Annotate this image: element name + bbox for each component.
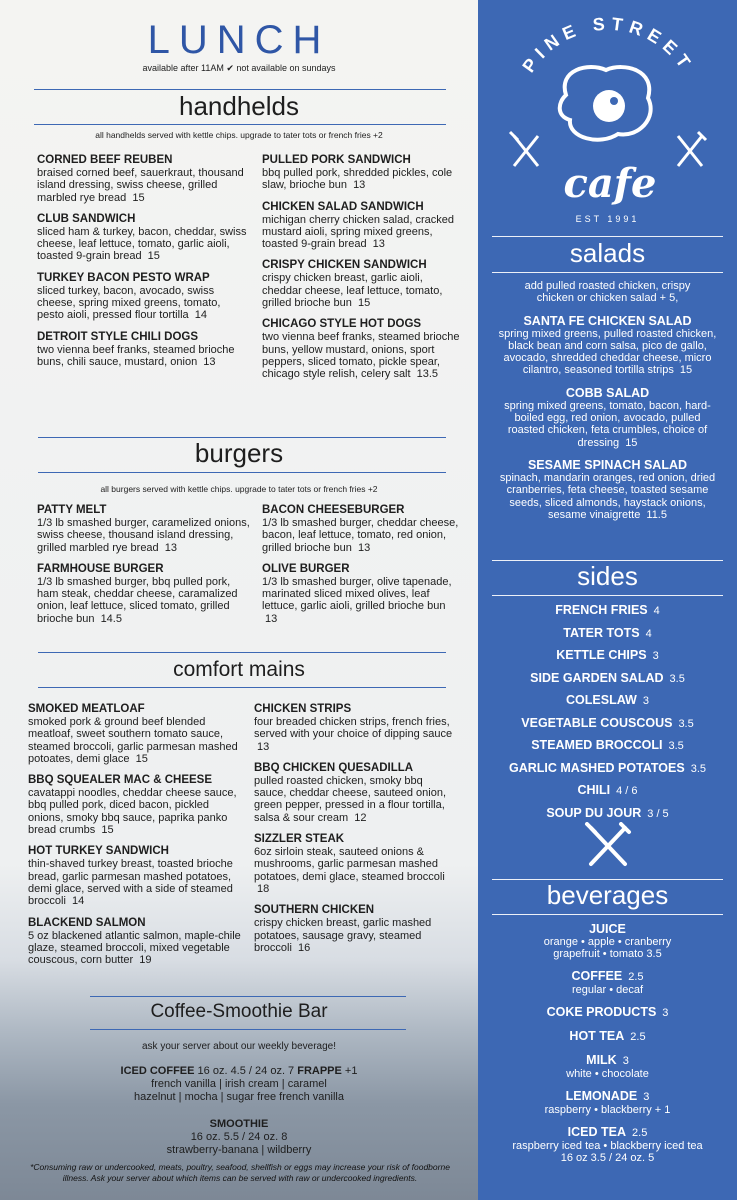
logo: [478, 0, 737, 235]
item-desc: sliced ham & turkey, bacon, cheddar, swiss cheese, leaf lettuce, tomato, garlic aioli, toasted 9-grain bread: [37, 225, 247, 263]
item-desc: raspberry iced tea • blackberry iced tea: [512, 1140, 703, 1152]
item-desc: spring mixed greens, pulled roasted chicken, black bean and corn salsa, pico de gallo, avocado, shredded cheddar cheese, micro cilantro, seasoned tortilla strips: [498, 327, 717, 377]
item-name: CHILI: [577, 783, 611, 797]
list-item: [478, 600, 737, 623]
item-name: CLUB SANDWICH: [37, 212, 136, 225]
item-desc: orange • apple • cranberry: [543, 936, 672, 948]
item-price: 2.5: [628, 971, 644, 983]
item-price: 3: [643, 1091, 650, 1103]
item-price: 14: [194, 309, 207, 322]
section-title-comfort-mains: comfort mains: [173, 658, 305, 681]
item-price: 18: [257, 882, 270, 895]
list-item: [490, 922, 725, 960]
item-name: FARMHOUSE BURGER: [37, 562, 164, 575]
item-name: CORNED BEEF REUBEN: [37, 154, 173, 166]
burgers-left-column: [37, 504, 251, 634]
item-price: 15: [357, 297, 371, 310]
fried-egg-icon: [560, 67, 651, 140]
salads-list: [490, 280, 725, 521]
item-desc: spring mixed greens, tomato, bacon, hard-boiled egg, red onion, avocado, pulled roasted chicken, feta crumbles, choice of dressing: [504, 399, 711, 449]
menu-item: [262, 201, 462, 251]
divider: [492, 914, 723, 915]
handhelds-note: all handhelds served with kettle chips. upgrade to tater tots or french fries +2: [95, 130, 383, 140]
item-desc: pulled roasted chicken, smoky bbq sauce, cheddar cheese, sauteed onion, green pepper, pressed in a flour tortilla, salsa & sour cream: [254, 774, 447, 824]
lunch-availability: available after 11AM ✔ not available on sundays: [142, 63, 336, 73]
menu-item: [37, 563, 251, 625]
item-price: 13: [257, 740, 270, 753]
item-name: COLESLAW: [566, 693, 637, 707]
item-name: SANTA FE CHICKEN SALAD: [523, 313, 692, 328]
menu-item: [490, 314, 725, 377]
item-price: 13: [357, 541, 371, 554]
item-price: 3.5: [678, 717, 694, 730]
item-name: COKE PRODUCTS: [546, 1005, 657, 1019]
item-name: HOT TURKEY SANDWICH: [28, 845, 169, 858]
item-desc: sliced turkey, bacon, avocado, swiss cheese, spring mixed greens, tomato, pesto aioli, pressed flour tortilla: [37, 284, 221, 322]
flavors-line-2: hazelnut | mocha | sugar free french vanilla: [134, 1091, 344, 1103]
established-year: EST 1991: [575, 214, 640, 224]
item-price: 13: [164, 541, 177, 554]
section-title-handhelds: handhelds: [179, 91, 299, 121]
item-price: 3 / 5: [647, 807, 669, 820]
menu-item: [28, 774, 246, 836]
item-desc: crispy chicken breast, garlic aioli, cheddar cheese, leaf lettuce, tomato, grilled brioche bun: [262, 272, 443, 310]
crossed-fork-knife-icon: [583, 822, 633, 870]
item-desc: four breaded chicken strips, french fries, served with your choice of dipping sauce: [254, 716, 453, 741]
section-title-sides: sides: [577, 561, 638, 591]
item-desc: crispy chicken breast, garlic mashed potatoes, sausage gravy, steamed broccoli: [254, 917, 432, 954]
item-price: 4: [645, 627, 652, 640]
item-name: GARLIC MASHED POTATOES: [509, 760, 685, 775]
menu-item: [490, 458, 725, 521]
list-item: [478, 645, 737, 668]
beverages-list: [490, 922, 725, 1173]
menu-item: [262, 504, 462, 554]
item-name: TURKEY BACON PESTO WRAP: [37, 271, 210, 284]
item-price: 15: [679, 364, 693, 377]
divider: [492, 272, 723, 273]
item-desc: bbq pulled pork, shredded pickles, cole slaw, brioche bun: [262, 167, 453, 192]
item-desc: two vienna beef franks, steamed brioche buns, yellow mustard, onions, sport peppers, sliced tomato, pickle spear, chicago style relish, celery salt: [262, 331, 460, 381]
item-price: 13: [353, 179, 366, 192]
smoothie-flavors: strawberry-banana | wildberry: [166, 1144, 312, 1156]
item-name: HOT TEA: [569, 1029, 625, 1043]
item-desc: 1/3 lb smashed burger, olive tapenade, marinated sliced mixed olives, leaf lettuce, garlic aioli, grilled brioche bun: [262, 575, 452, 613]
item-name: KETTLE CHIPS: [556, 648, 647, 662]
item-price: 3.5: [668, 740, 684, 752]
item-name: MILK: [586, 1053, 617, 1067]
divider: [34, 89, 446, 90]
menu-item: [37, 213, 247, 263]
item-desc: cavatappi noodles, cheddar cheese sauce, bbq pulled pork, diced bacon, pickled onions, smoky bbq sauce, paprika panko bread crumbs: [28, 787, 237, 837]
item-price: 2.5: [630, 1031, 646, 1043]
menu-item: [254, 833, 454, 895]
section-title-coffee-bar: Coffee-Smoothie Bar: [150, 1001, 328, 1022]
item-price: 13.5: [416, 368, 439, 381]
menu-item: [28, 917, 246, 967]
food-safety-disclaimer: *Consuming raw or undercooked, meats, poultry, seafood, shellfish or eggs may increase your risk of foodborne illness. Ask your server about which items can be served with raw or undercooked ingredients.: [30, 1162, 450, 1183]
section-title-salads: salads: [569, 238, 646, 268]
divider: [90, 1029, 406, 1030]
item-desc: 1/3 lb smashed burger, caramelized onions, swiss cheese, thousand island dressing, grilled marbled rye bread: [37, 517, 250, 554]
item-name: CRISPY CHICKEN SANDWICH: [262, 259, 427, 272]
item-price: 15: [135, 752, 148, 765]
item-desc: michigan cherry chicken salad, cracked mustard aioli, spring mixed greens, toasted 9-grain bread: [262, 213, 454, 251]
item-price: 3: [642, 695, 649, 707]
item-name: PATTY MELT: [37, 504, 107, 516]
item-name: CHICAGO STYLE HOT DOGS: [262, 318, 422, 331]
logo-wordmark: PINE STREET: [518, 13, 698, 77]
list-item: [490, 1125, 725, 1164]
list-item: [490, 1053, 725, 1080]
menu-item: [262, 563, 462, 625]
item-name: DETROIT STYLE CHILI DOGS: [37, 330, 199, 343]
handhelds-right-column: [262, 154, 462, 390]
item-desc: braised corned beef, sauerkraut, thousand island dressing, swiss cheese, grilled marbled rye bread: [37, 167, 244, 204]
menu-item: [254, 762, 454, 824]
comfort-right-column: [254, 703, 454, 963]
list-item: [478, 713, 737, 736]
item-desc: two vienna beef franks, steamed brioche buns, chili sauce, mustard, onion: [37, 343, 235, 368]
item-price: 14: [71, 895, 85, 908]
logo-script: cafe: [563, 160, 657, 207]
divider: [38, 472, 446, 473]
item-name: SOUTHERN CHICKEN: [254, 904, 375, 917]
item-price: 2.5: [632, 1127, 648, 1139]
frappe-name: FRAPPE: [297, 1065, 342, 1077]
menu-item: [262, 154, 462, 192]
item-price: 4 / 6: [616, 785, 638, 797]
divider: [492, 595, 723, 596]
item-name: JUICE: [589, 922, 626, 936]
item-name: STEAMED BROCCOLI: [531, 738, 663, 752]
iced-coffee-name: ICED COFFEE: [120, 1065, 195, 1077]
menu-item: [28, 845, 246, 907]
item-name: COBB SALAD: [565, 385, 650, 400]
item-price: 13: [203, 355, 216, 368]
item-name: COFFEE: [571, 969, 623, 983]
iced-coffee-line: [0, 1065, 478, 1078]
burgers-right-column: [262, 504, 462, 634]
flavors-line-1: french vanilla | irish cream | caramel: [151, 1078, 327, 1090]
item-price: 19: [139, 954, 152, 967]
item-desc: 1/3 lb smashed burger, bbq pulled pork, ham steak, cheddar cheese, caramalized onion, leaf lettuce, sliced tomato, grilled brioche bun: [37, 575, 238, 625]
frappe-price: +1: [344, 1065, 358, 1077]
burgers-note: all burgers served with kettle chips. upgrade to tater tots or french fries +2: [100, 484, 378, 494]
item-price: 3: [652, 650, 659, 662]
salad-addon: add pulled roasted chicken, crispy chicken or chicken salad + 5,: [524, 280, 691, 305]
item-desc-2: 16 oz 3.5 / 24 oz. 5: [560, 1152, 655, 1164]
knife-icon: [678, 132, 706, 166]
item-desc: 5 oz blackened atlantic salmon, maple-chile glaze, steamed broccoli, mixed vegetable couscous, corn butter: [28, 929, 241, 967]
item-name: TATER TOTS: [563, 625, 640, 640]
item-desc: white • chocolate: [566, 1068, 649, 1080]
item-desc: spinach, mandarin oranges, red onion, dried cranberries, feta cheese, toasted sesame seeds, sliced almonds, haystack onions, sesame vinaigrette: [499, 471, 716, 521]
sidebar-panel: [478, 0, 737, 1200]
list-item: [478, 623, 737, 646]
smoothie-name: SMOOTHIE: [209, 1118, 269, 1130]
item-name: BLACKEND SALMON: [28, 916, 146, 929]
list-item: [490, 1089, 725, 1116]
item-name: SOUP DU JOUR: [546, 805, 642, 820]
menu-item: [490, 386, 725, 449]
fork-icon: [510, 132, 538, 166]
list-item: [490, 1005, 725, 1020]
menu-item: [262, 318, 462, 380]
item-price: 12: [354, 811, 367, 824]
menu-item: [37, 272, 247, 322]
item-price: 13: [265, 612, 278, 625]
item-price: 3.5: [690, 762, 706, 775]
sides-list: [478, 600, 737, 825]
item-name: VEGETABLE COUSCOUS: [521, 715, 673, 730]
divider: [492, 236, 723, 237]
item-price: 3.5: [669, 672, 685, 685]
menu-item: [37, 331, 247, 369]
divider: [38, 687, 446, 688]
handhelds-left-column: [37, 154, 247, 377]
list-item: [478, 780, 737, 803]
item-name: SIDE GARDEN SALAD: [530, 670, 664, 685]
section-title-burgers: burgers: [194, 438, 284, 468]
menu-item: [37, 154, 247, 204]
list-item: [478, 690, 737, 713]
item-name: BBQ CHICKEN QUESADILLA: [254, 761, 414, 774]
item-price: 3: [622, 1055, 629, 1067]
item-desc: regular • decaf: [571, 984, 644, 996]
item-price: 13: [372, 238, 385, 251]
comfort-left-column: [28, 703, 246, 975]
item-desc-2: grapefruit • tomato 3.5: [553, 948, 662, 960]
item-name: FRENCH FRIES: [555, 603, 648, 617]
item-price: 15: [147, 250, 160, 263]
item-name: BACON CHEESEBURGER: [262, 504, 405, 516]
section-title-beverages: beverages: [546, 880, 669, 910]
menu-item: [37, 504, 251, 554]
item-price: 16: [297, 941, 311, 954]
item-name: ICED TEA: [567, 1125, 627, 1139]
divider: [90, 996, 406, 997]
list-item: [490, 969, 725, 996]
divider: [38, 652, 446, 653]
item-desc: thin-shaved turkey breast, toasted brioche bread, garlic parmesan mashed potatoes, demi glace, served with a side of steamed broccoli: [28, 858, 233, 908]
item-name: SESAME SPINACH SALAD: [527, 457, 688, 472]
iced-coffee-sizes: 16 oz. 4.5 / 24 oz. 7: [197, 1065, 295, 1077]
item-name: CHICKEN SALAD SANDWICH: [262, 200, 424, 213]
item-desc: smoked pork & ground beef blended meatloaf, sweet southern tomato sauce, steamed broccoli, garlic parmesan mashed potoates, demi glace: [28, 716, 238, 765]
item-desc: 6oz sirloin steak, sauteed onions & mushrooms, garlic parmesan mashed potatoes, demi glace, steamed broccoli: [254, 846, 445, 883]
coffee-bar-note: ask your server about our weekly beverage!: [142, 1041, 336, 1052]
item-desc: 1/3 lb smashed burger, cheddar cheese, bacon, leaf lettuce, tomato, red onion, grilled brioche bun: [262, 517, 459, 554]
item-desc: raspberry • blackberry + 1: [544, 1104, 671, 1116]
menu-item: [262, 259, 462, 309]
divider: [34, 124, 446, 125]
list-item: [490, 1029, 725, 1044]
list-item: [478, 735, 737, 758]
item-price: 15: [625, 436, 638, 449]
item-price: 15: [132, 191, 145, 204]
item-name: SIZZLER STEAK: [254, 833, 345, 846]
list-item: [478, 668, 737, 691]
menu-item: [254, 703, 454, 753]
item-price: 15: [101, 824, 114, 837]
item-price: 4: [653, 605, 660, 617]
item-price: 14.5: [100, 612, 122, 625]
item-price: 3: [662, 1007, 669, 1019]
list-item: [478, 758, 737, 781]
menu-item: [28, 703, 246, 765]
page-title: LUNCH: [147, 18, 331, 62]
menu-item: [254, 904, 454, 954]
item-name: LEMONADE: [565, 1089, 638, 1103]
item-price: 11.5: [646, 508, 667, 521]
item-name: BBQ SQUEALER MAC & CHEESE: [28, 774, 213, 787]
item-name: CHICKEN STRIPS: [254, 703, 352, 715]
item-name: OLIVE BURGER: [262, 562, 350, 575]
item-name: SMOKED MEATLOAF: [28, 703, 145, 715]
item-name: PULLED PORK SANDWICH: [262, 154, 411, 166]
smoothie-sizes: 16 oz. 5.5 / 24 oz. 8: [190, 1131, 288, 1143]
